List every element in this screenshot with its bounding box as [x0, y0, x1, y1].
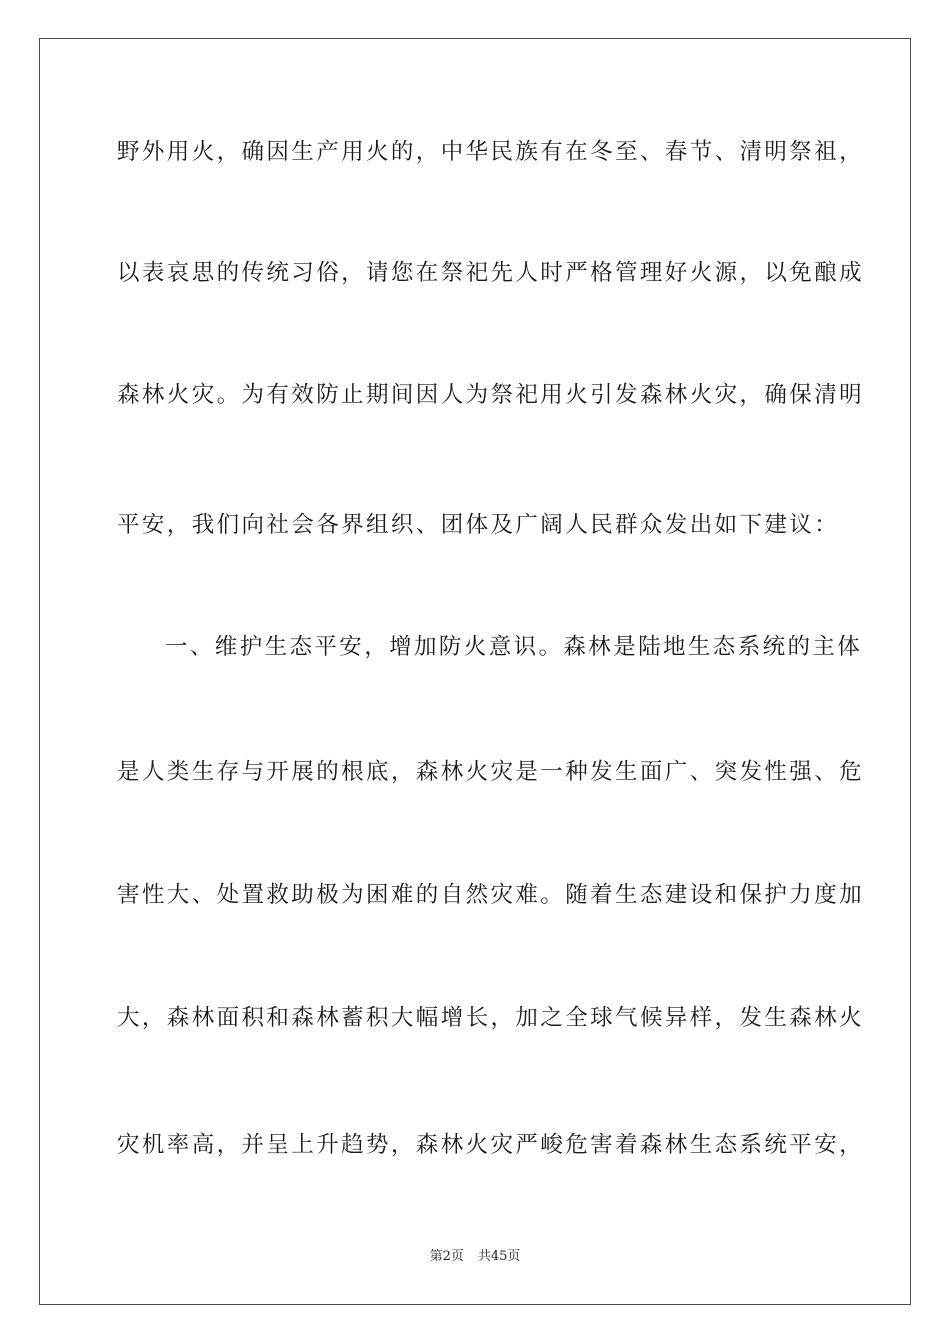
text-line-8: 大，森林面积和森林蓄积大幅增长，加之全球气候异样，发生森林火: [117, 1005, 865, 1031]
text-line-2: 以表哀思的传统习俗，请您在祭祀先人时严格管理好火源，以免酿成: [117, 260, 865, 286]
page-border: [39, 38, 911, 1305]
text-line-6: 是人类生存与开展的根底，森林火灾是一种发生面广、突发性强、危: [117, 759, 865, 785]
text-line-3: 森林火灾。为有效防止期间因人为祭祀用火引发森林火灾，确保清明: [117, 382, 865, 408]
text-line-7: 害性大、处置救助极为困难的自然灾难。随着生态建设和保护力度加: [117, 882, 865, 908]
text-line-9: 灾机率高，并呈上升趋势，森林火灾严峻危害着森林生态系统平安，: [117, 1132, 865, 1158]
page-total: 共45页: [477, 1249, 521, 1264]
page-footer: [0, 1245, 950, 1264]
text-line-5: 一、维护生态平安，增加防火意识。森林是陆地生态系统的主体: [165, 634, 863, 660]
page-number: 第2页: [429, 1249, 464, 1264]
text-line-1: 野外用火，确因生产用火的，中华民族有在冬至、春节、清明祭祖，: [117, 139, 865, 165]
text-line-4: 平安，我们向社会各界组织、团体及广阔人民群众发出如下建议：: [117, 512, 840, 538]
